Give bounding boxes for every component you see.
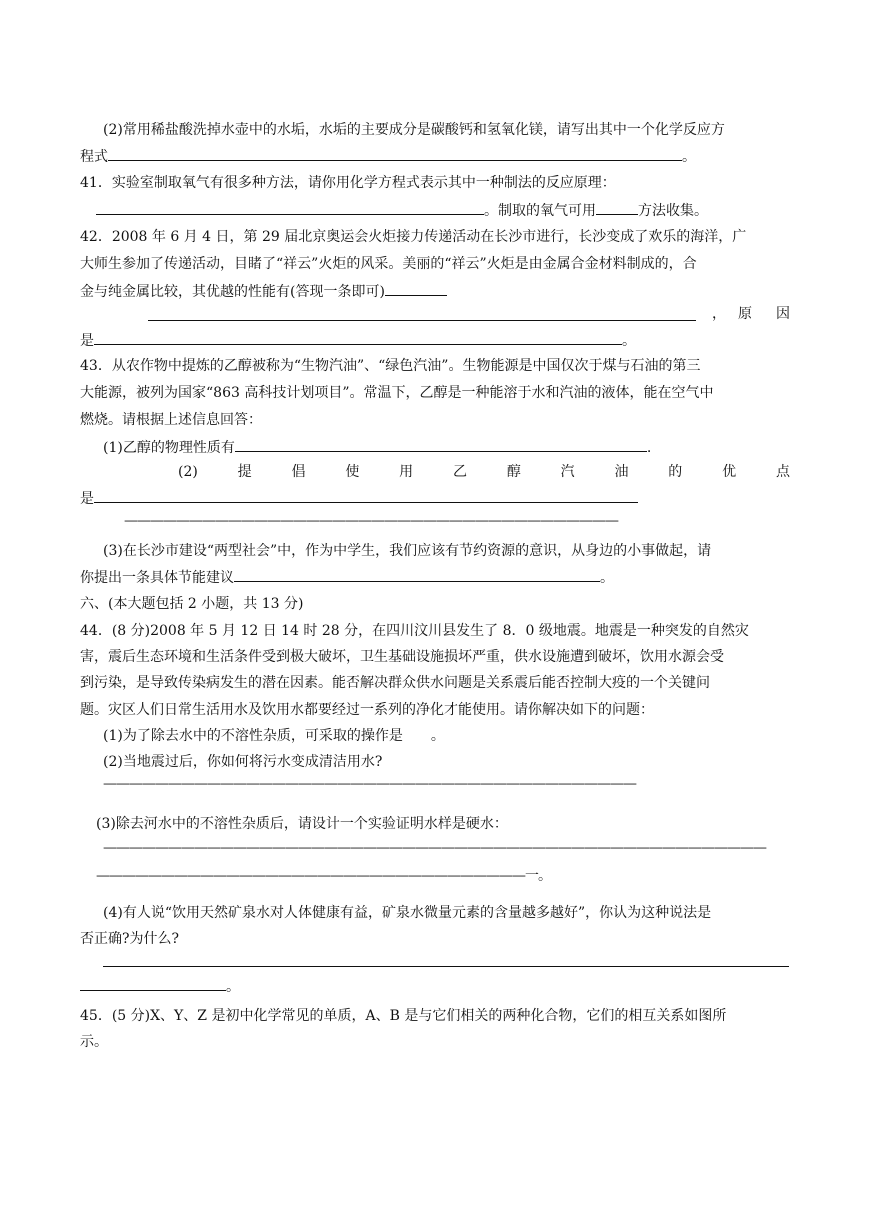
- q43-p2-char: 汽: [560, 464, 575, 480]
- q44-p4-end: 。: [226, 979, 240, 995]
- q44-p4-line2: 否正确?为什么?: [80, 931, 180, 947]
- q42-comma: ，: [712, 306, 726, 322]
- q42-reason-char2: 因: [776, 306, 790, 322]
- q43-p2-char: 点: [775, 464, 790, 480]
- q44-line4: 题。灾区人们日常生活用水及饮用水都要经过一系列的净化才能使用。请你解决如下的问题：: [80, 702, 654, 718]
- q43-p2-dash-line[interactable]: ——————————————————————————————————————: [124, 513, 618, 529]
- q44-p4-answer-line[interactable]: [103, 966, 789, 967]
- q44-p2: (2)当地震过后，你如何将污水变成清洁用水?: [103, 754, 383, 770]
- q40-2-end: 。: [682, 149, 696, 165]
- q43-p2-char: 用: [399, 464, 414, 480]
- q41-mid: 。制取的氧气可用: [484, 203, 596, 219]
- q44-p4-line3: [80, 976, 240, 997]
- q44-line3: 到污染，是导致传染病发生的潜在因素。能否解决群众供水问题是关系震后能否控制大疫的一个关键问: [80, 675, 710, 691]
- q42-reason-blank[interactable]: [94, 330, 622, 345]
- q43-p1-end: .: [646, 440, 652, 456]
- q42-line5-label: 是: [80, 333, 94, 349]
- q43-p2-char: 优: [722, 464, 737, 480]
- q40-2-answer-blank[interactable]: [108, 146, 682, 161]
- q44-p1: (1)为了除去水中的不溶性杂质，可采取的操作是 。: [103, 728, 445, 744]
- q43-p1-blank[interactable]: [235, 437, 647, 452]
- q43-line3: 燃烧。请根据上述信息回答：: [80, 412, 262, 428]
- q43-p2-label: 是: [80, 491, 94, 507]
- q44-p3-dash-line1[interactable]: ———————————————————————————————————————————————————: [103, 840, 766, 856]
- q42-reason-char1: 原: [738, 306, 752, 322]
- q44-line1: 44．(8 分)2008 年 5 月 12 日 14 时 28 分，在四川汶川县发生了 8．0 级地震。地震是一种突发的自然灾: [80, 623, 749, 639]
- q44-line2: 害，震后生态环境和生活条件受到极大破坏，卫生基础设施损坏严重，供水设施遭到破坏，饮用水源会受: [80, 649, 724, 665]
- q43-p2-spaced-line: [178, 462, 790, 482]
- q41-tail: 方法收集。: [638, 203, 708, 219]
- q43-line2: 大能源，被列为国家“863 高科技计划项目”。常温下，乙醇是一种能溶于水和汽油的液体，能在空气中: [80, 385, 714, 401]
- q40-2-label: 程式: [80, 149, 108, 165]
- q42-line5: [80, 330, 636, 351]
- q41-method-blank[interactable]: [596, 200, 638, 215]
- q43-p3-label: 你提出一条具体节能建议: [80, 570, 234, 586]
- q43-p2-char: 提: [237, 464, 252, 480]
- q40-2-line2: [80, 146, 696, 167]
- q43-p3-end: 。: [600, 570, 614, 586]
- q43-p3-line2: [80, 567, 614, 588]
- q41-line1: 41．实验室制取氧气有很多种方法，请你用化学方程式表示其中一种制法的反应原理：: [80, 175, 616, 191]
- q45-line1: 45．(5 分)X、Y、Z 是初中化学常见的单质，A、B 是与它们相关的两种化合物，它们的相互关系如图所: [80, 1008, 727, 1024]
- q43-p3-blank[interactable]: [234, 567, 600, 582]
- q43-p1-label: (1)乙醇的物理性质有: [103, 440, 235, 456]
- q43-p2-char: 乙: [452, 464, 467, 480]
- q43-p2-char: (2): [178, 464, 198, 480]
- q42-line3-text: 金与纯金属比较，其优越的性能有(答现一条即可): [80, 284, 385, 300]
- q44-p4-answer-blank[interactable]: [80, 976, 226, 991]
- q41-line2: [96, 200, 708, 221]
- q43-p2-line2: [80, 488, 638, 509]
- q43-p2-char: 的: [668, 464, 683, 480]
- q44-p2-dash-line[interactable]: —————————————————————————————————————————: [103, 776, 636, 792]
- q45-line2: 示。: [80, 1034, 108, 1050]
- q44-p4-line1: (4)有人说“饮用天然矿泉水对人体健康有益，矿泉水微量元素的含量越多越好”，你认为这种说法是: [103, 905, 712, 921]
- q43-p2-blank[interactable]: [94, 488, 638, 503]
- q42-line2: 大师生参加了传递活动，目睹了“祥云”火炬的风采。美丽的“祥云”火炬是由金属合金材料制成的，合: [80, 256, 697, 272]
- q44-p3: (3)除去河水中的不溶性杂质后，请设计一个实验证明水样是硬水：: [96, 816, 508, 832]
- q44-p3-dash-line2[interactable]: —————————————————————————————————一。: [96, 868, 551, 884]
- q43-p2-char: 倡: [291, 464, 306, 480]
- q43-p3-line1: (3)在长沙市建设“两型社会”中，作为中学生，我们应该有节约资源的意识，从身边的小事做起，请: [103, 543, 712, 559]
- q42-line1: 42．2008 年 6 月 4 日，第 29 届北京奥运会火炬接力传递活动在长沙市进行，长沙变成了欢乐的海洋，广: [80, 229, 747, 245]
- q43-p2-char: 使: [345, 464, 360, 480]
- q42-property-line[interactable]: [148, 320, 696, 321]
- q42-property-blank[interactable]: [385, 281, 447, 296]
- q40-2-line1: (2)常用稀盐酸洗掉水壶中的水垢，水垢的主要成分是碳酸钙和氢氧化镁，请写出其中一个化学反应方: [103, 122, 725, 138]
- q42-end: 。: [622, 333, 636, 349]
- q43-line1: 43．从农作物中提炼的乙醇被称为“生物汽油”、“绿色汽油”。生物能源是中国仅次于煤与石油的第三: [80, 358, 701, 374]
- q43-p2-char: 油: [614, 464, 629, 480]
- q43-p1: [103, 437, 651, 458]
- q41-equation-blank[interactable]: [96, 200, 484, 215]
- q43-p2-char: 醇: [506, 464, 521, 480]
- section6-title: 六、(本大题包括 2 小题，共 13 分): [80, 596, 304, 612]
- q42-line3: [80, 281, 447, 302]
